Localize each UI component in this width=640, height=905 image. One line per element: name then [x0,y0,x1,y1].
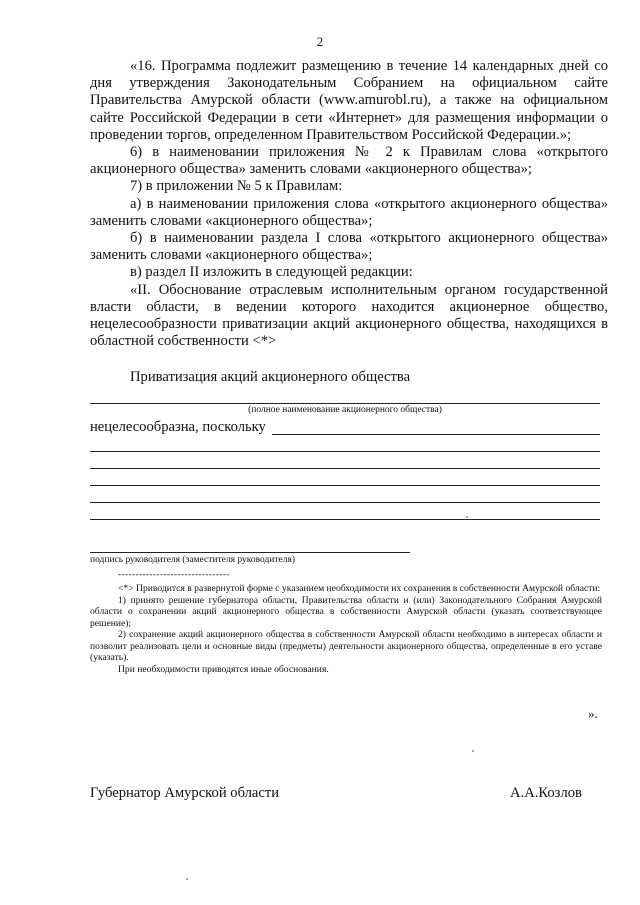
reason-line-3 [90,468,600,469]
governor-title: Губернатор Амурской области [90,785,280,801]
page-number: 2 [316,34,324,49]
scan-speck [466,516,468,518]
footnotes [90,583,602,675]
paragraph-item-v: в) раздел II изложить в следующей редакции: [130,264,413,281]
paragraph-item-7: 7) в приложении № 5 к Правилам: [130,178,343,195]
reason-line-2 [90,451,600,452]
footnote-other: При необходимости приводятся иные обоснования. [118,663,329,675]
body-text [90,58,608,350]
signature-label: подпись руководителя (заместителя руководителя) [90,555,296,565]
reason-line-6 [90,519,600,520]
closing-quote: ». [588,706,598,721]
footnote-separator: -------------------------------- [118,569,230,579]
reason-line-5 [90,502,600,503]
footnote-item-2: 2) сохранение акций акционерного общества в собственности Амурской области необходимо в интересах области и позволит реализовать цели и основные виды (предметы) деятельности акционерного общества, определенные в его уставе (указать). [90,629,602,663]
company-name-label: (полное наименование акционерного общества) [248,405,442,415]
reason-line-1 [272,434,600,435]
governor-name: А.А.Козлов [510,785,582,801]
signature-line [90,552,410,553]
footnote-main: <*> Приводится в развернутой форме с указанием необходимости их сохранения в собственности Амурской области: [118,583,601,594]
scan-speck [186,878,188,880]
company-name-line [90,403,600,404]
reason-line-4 [90,485,600,486]
scan-speck [472,750,474,752]
section-title: Приватизация акций акционерного общества [130,369,411,385]
paragraph-item-b: б) в наименовании раздела I слова «открытого акционерного общества» заменить словами «акционерного общества»; [90,230,608,264]
paragraph-section-ii: «II. Обоснование отраслевым исполнительным органом государственной власти области, в ведении которого находится акционерное общество, нецелесообразности приватизации акций акционерного общества, находящихся в областной собственности <*> [90,281,608,350]
paragraph-16: «16. Программа подлежит размещению в течение 14 календарных дней со дня утверждения Законодательным Собранием на официальном сайте Правительства Амурской области (www.amurobl.ru), а также на официальном сайте Российской Федерации в сети «Интернет» для размещения информации о проведении торгов, определенном Правительством Российской Федерации.»; [90,58,608,143]
inexpedient-label: нецелесообразна, поскольку [90,419,266,435]
paragraph-item-a: а) в наименовании приложения слова «открытого акционерного общества» заменить словами «акционерного общества»; [90,195,608,229]
footnote-item-1: 1) принято решение губернатора области, Правительства области и (или) Законодательного Собрания Амурской области о сохранении акций акционерного общества в собственности Амурской области (указать соответствующее решение); [90,594,602,629]
paragraph-item-6: 6) в наименовании приложения № 2 к Правилам слова «открытого акционерного общества» заменить словами «акционерного общества»; [90,144,608,178]
